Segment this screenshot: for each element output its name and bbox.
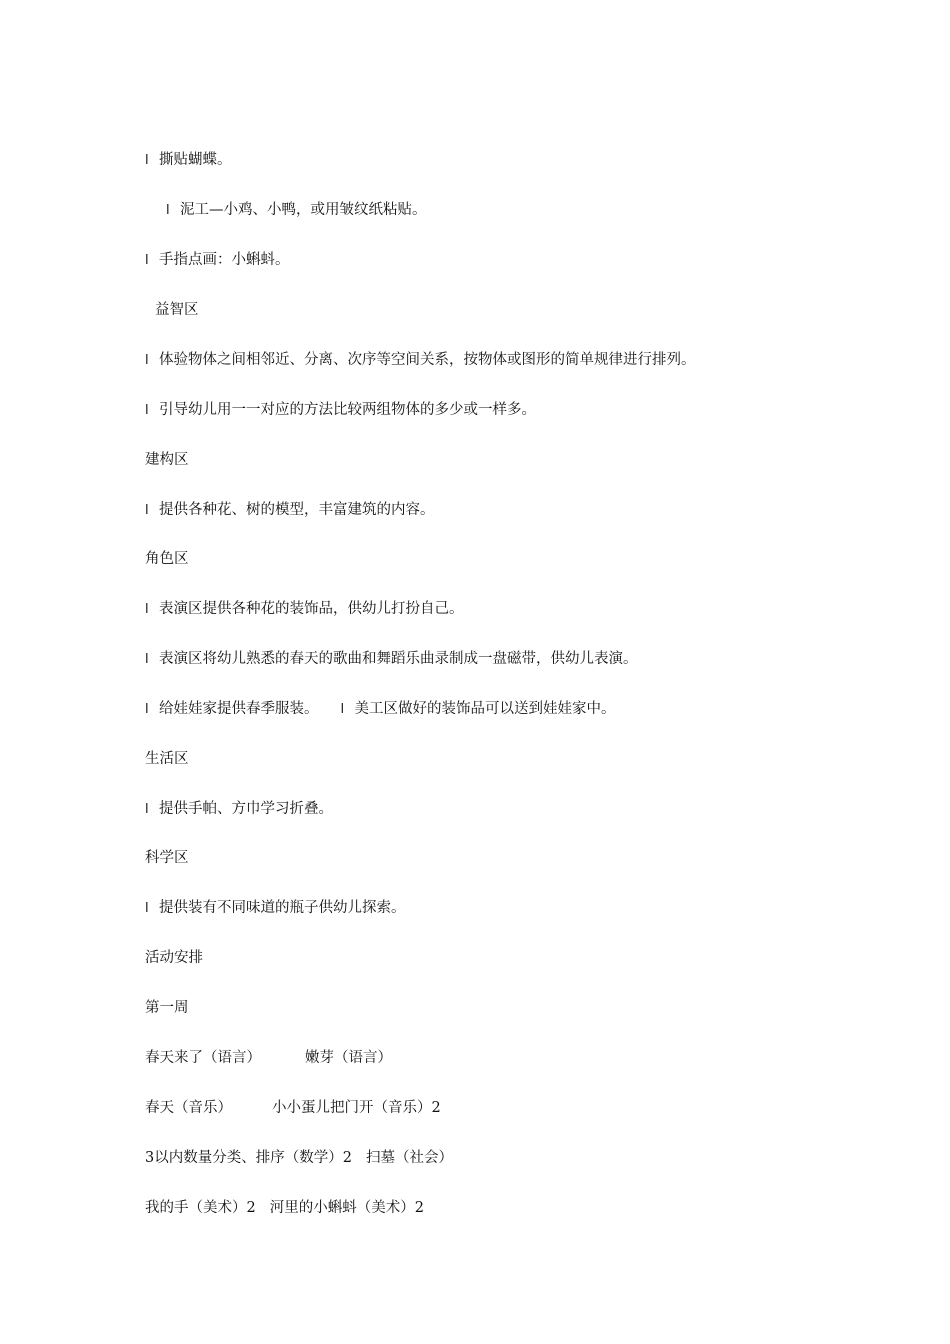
list-item-text: 体验物体之间相邻近、分离、次序等空间关系，按物体或图形的简单规律进行排列。 [159,352,696,368]
list-item-text: 美工区做好的装饰品可以送到娃娃家中。 [354,701,616,717]
list-item [145,897,406,919]
list-item [145,598,464,620]
schedule-row [145,1047,392,1069]
schedule-entry: 小小蛋儿把门开（音乐）2 [272,1100,441,1116]
section-heading: 活动安排 [145,950,203,966]
schedule-entry: 嫩芽（语言） [305,1050,392,1066]
bullet: l [166,203,170,218]
schedule-entry: 春天（音乐） [145,1100,232,1116]
list-item [145,249,290,271]
bullet: l [145,702,149,717]
list-item [145,698,616,720]
list-item [166,199,427,221]
schedule-row [145,1097,441,1119]
section-heading: 角色区 [145,551,189,567]
list-item-text: 引导幼儿用一一对应的方法比较两组物体的多少或一样多。 [159,402,536,418]
section-heading: 科学区 [145,850,189,866]
bullet: l [145,403,149,418]
schedule-entry: 春天来了（语言） [145,1050,261,1066]
list-item [145,499,435,521]
schedule-row [145,1197,424,1219]
bullet: l [145,802,149,817]
section-heading: 建构区 [145,452,189,468]
section-heading: 生活区 [145,751,189,767]
list-item [145,399,536,421]
list-item-text: 手指点画：小蝌蚪。 [159,252,290,268]
bullet: l [340,702,345,717]
bullet: l [145,602,149,617]
list-item-text: 泥工—小鸡、小鸭，或用皱纹纸粘贴。 [180,202,427,218]
week-heading: 第一周 [145,1000,189,1016]
schedule-entry: 3以内数量分类、排序（数学）2 [145,1150,352,1166]
section-heading: 益智区 [155,302,199,318]
list-item [145,349,696,371]
bullet: l [145,353,149,368]
list-item-text: 撕贴蝴蝶。 [159,152,232,168]
list-item [145,149,232,171]
list-item-text: 给娃娃家提供春季服装。 [159,701,319,717]
schedule-entry: 扫墓（社会） [365,1150,453,1166]
list-item [145,798,333,820]
list-item-text: 提供手帕、方巾学习折叠。 [159,801,333,817]
schedule-entry: 河里的小蝌蚪（美术）2 [269,1200,424,1216]
list-item-text: 表演区将幼儿熟悉的春天的歌曲和舞蹈乐曲录制成一盘磁带，供幼儿表演。 [159,651,638,667]
list-item-text: 提供各种花、树的模型，丰富建筑的内容。 [159,502,435,518]
list-item-text: 表演区提供各种花的装饰品，供幼儿打扮自己。 [159,601,464,617]
bullet: l [145,901,149,916]
list-item [145,648,638,670]
bullet: l [145,153,149,168]
list-item-text: 提供装有不同味道的瓶子供幼儿探索。 [159,900,406,916]
schedule-row [145,1147,453,1169]
schedule-entry: 我的手（美术）2 [145,1200,256,1216]
bullet: l [145,503,149,518]
bullet: l [145,652,149,667]
bullet: l [145,253,149,268]
